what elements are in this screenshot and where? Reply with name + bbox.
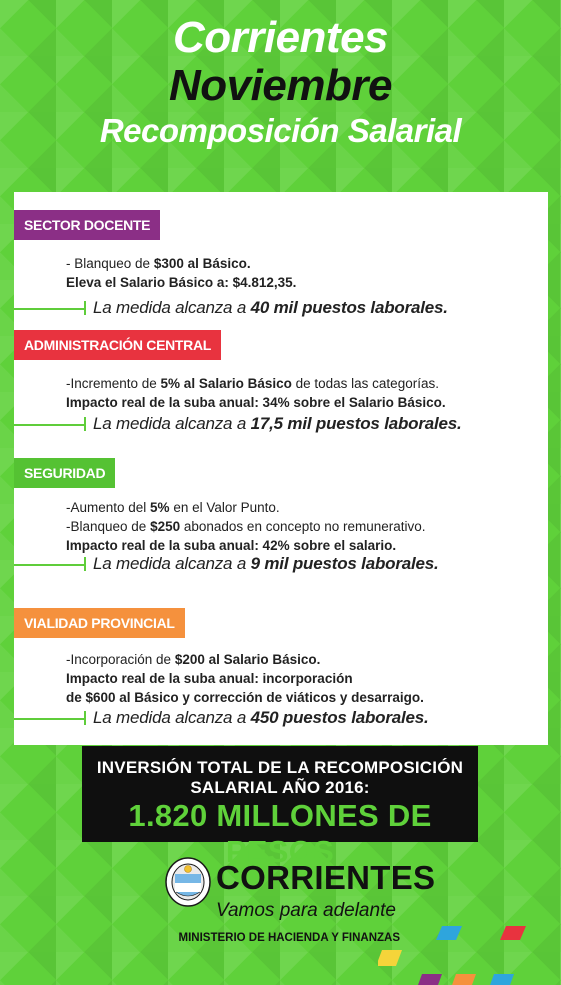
investment-line2: SALARIAL AÑO 2016: xyxy=(190,778,370,797)
deco-blue-2 xyxy=(490,974,514,985)
admin-line1-suffix: de todas las categorías. xyxy=(291,376,439,391)
reach-rule xyxy=(14,308,84,310)
deco-purple xyxy=(418,974,442,985)
header xyxy=(0,14,561,147)
seguridad-line2-suffix: abonados en concepto no remunerativo. xyxy=(180,519,426,534)
tag-seguridad: SEGURIDAD xyxy=(14,458,115,488)
reach-prefix: La medida alcanza a xyxy=(93,298,251,317)
vialidad-line1 xyxy=(66,650,424,669)
docente-line2: Eleva el Salario Básico a: $4.812,35. xyxy=(66,275,297,290)
vialidad-reach-text xyxy=(93,706,429,730)
vialidad-line3: de $600 al Básico y corrección de viáticos y desarraigo. xyxy=(66,690,424,705)
investment-box xyxy=(82,746,478,869)
deco-orange xyxy=(452,974,476,985)
seguridad-reach xyxy=(14,552,548,576)
content-card xyxy=(14,192,548,745)
section-seguridad-body xyxy=(66,498,426,555)
docente-line1-prefix: - Blanqueo de xyxy=(66,256,154,271)
tag-docente: SECTOR DOCENTE xyxy=(14,210,160,240)
investment-amount: 1.820 MILLONES DE PESOS xyxy=(128,798,432,869)
deco-red xyxy=(500,926,526,940)
seguridad-line2-bold: $250 xyxy=(150,519,181,534)
decorative-shapes xyxy=(378,920,561,985)
footer-slogan: Vamos para adelante xyxy=(216,900,396,921)
reach-tick xyxy=(84,711,86,725)
admin-line2: Impacto real de la suba anual: 34% sobre el Salario Básico. xyxy=(66,395,446,410)
seguridad-line1-suffix: en el Valor Punto. xyxy=(169,500,280,515)
seguridad-line2 xyxy=(66,517,426,536)
title-month: Noviembre xyxy=(169,61,392,110)
deco-yellow xyxy=(378,950,402,966)
docente-line1 xyxy=(66,254,296,273)
seguridad-line1-prefix: -Aumento del xyxy=(66,500,151,515)
reach-bold: 9 mil puestos laborales. xyxy=(250,554,439,573)
footer-name: CORRIENTES xyxy=(216,859,436,896)
reach-bold: 40 mil puestos laborales. xyxy=(250,298,448,317)
vialidad-line2: Impacto real de la suba anual: incorporación xyxy=(66,671,353,686)
reach-prefix: La medida alcanza a xyxy=(93,554,251,573)
section-docente-body xyxy=(66,254,296,292)
reach-tick xyxy=(84,417,86,431)
docente-reach xyxy=(14,296,548,320)
admin-reach xyxy=(14,412,548,436)
reach-rule xyxy=(14,564,84,566)
deco-blue xyxy=(436,926,462,940)
reach-bold: 17,5 mil puestos laborales. xyxy=(250,414,462,433)
admin-reach-text xyxy=(93,412,462,436)
investment-line1: INVERSIÓN TOTAL DE LA RECOMPOSICIÓN xyxy=(96,758,464,777)
section-admin-body xyxy=(66,374,446,412)
reach-tick xyxy=(84,557,86,571)
reach-bold: 450 puestos laborales. xyxy=(250,708,429,727)
seguridad-line2-prefix: -Blanqueo de xyxy=(66,519,151,534)
reach-rule xyxy=(14,424,84,426)
reach-rule xyxy=(14,718,84,720)
reach-prefix: La medida alcanza a xyxy=(93,708,251,727)
admin-line1 xyxy=(66,374,446,393)
admin-line1-prefix: -Incremento de xyxy=(66,376,161,391)
seguridad-line1 xyxy=(66,498,426,517)
docente-line1-bold: $300 al Básico. xyxy=(153,256,251,271)
section-vialidad-body xyxy=(66,650,424,707)
tag-admin: ADMINISTRACIÓN CENTRAL xyxy=(14,330,221,360)
tag-vialidad: VIALIDAD PROVINCIAL xyxy=(14,608,185,638)
reach-prefix: La medida alcanza a xyxy=(93,414,251,433)
seguridad-line3: Impacto real de la suba anual: 42% sobre el salario. xyxy=(66,538,397,553)
vialidad-line1-prefix: -Incorporación de xyxy=(66,652,175,667)
title-subject: Recomposición Salarial xyxy=(99,112,462,149)
seguridad-line1-bold: 5% xyxy=(150,500,170,515)
vialidad-line1-bold: $200 al Salario Básico. xyxy=(174,652,321,667)
footer-ministry: MINISTERIO DE HACIENDA Y FINANZAS xyxy=(178,932,400,944)
reach-tick xyxy=(84,301,86,315)
admin-line1-bold: 5% al Salario Básico xyxy=(160,376,292,391)
title-province: Corrientes xyxy=(172,13,389,62)
docente-reach-text xyxy=(93,296,448,320)
vialidad-reach xyxy=(14,706,548,730)
province-seal-icon xyxy=(164,856,212,908)
seguridad-reach-text xyxy=(93,552,439,576)
